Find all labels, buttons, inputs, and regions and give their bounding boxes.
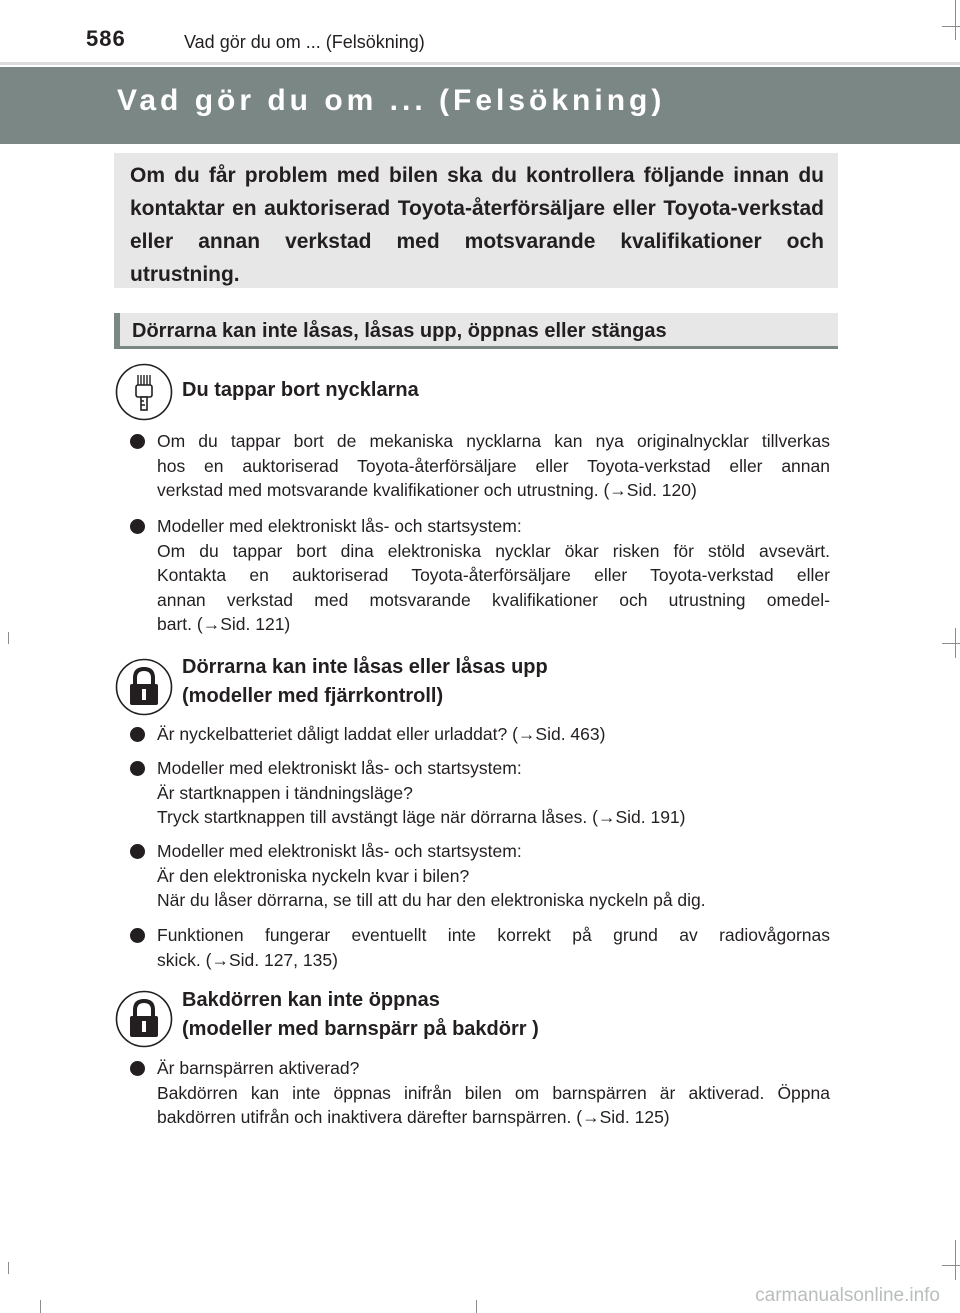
page-title: Vad gör du om ... (Felsökning) [117,84,666,117]
bullet-text [157,722,830,747]
topic-title [182,653,548,711]
bullet-text [157,1056,830,1130]
bullet-dot [130,761,145,776]
bullet-line: bart. (→Sid. 121) [157,614,291,634]
bullet-line: Är nyckelbatteriet dåligt laddat eller urladdat? (→Sid. 463) [157,724,606,744]
topic-title [182,986,539,1044]
intro-box [114,153,838,288]
padlock-icon [115,658,173,716]
bullet-text [157,429,830,503]
footer-watermark: carmanualsonline.info [755,1285,940,1306]
bullet-line: hos en auktoriserad Toyota-återförsäljare eller Toyota-verkstad eller annan [157,455,830,476]
crop-mark [942,1265,960,1266]
crop-mark [8,632,9,644]
bullet-line: Om du tappar bort de mekaniska nycklarna kan nya originalnycklar tillverkas [157,431,830,451]
topic-title [182,376,419,405]
crop-mark [955,1240,956,1280]
crop-mark [942,26,960,27]
bullet-line: Modeller med elektroniskt lås- och startsystem: [157,758,522,778]
bullet-line: Tryck startknappen till avstängt läge när dörrarna låses. (→Sid. 191) [157,807,686,827]
bullet-line: Är startknappen i tändningsläge? [157,782,413,803]
crop-mark [476,1300,477,1313]
crop-mark [942,643,960,644]
bullet-dot [130,928,145,943]
section-heading-text: Dörrarna kan inte låsas, låsas upp, öppnas eller stängas [132,320,667,342]
running-head: Vad gör du om ... (Felsökning) [184,32,425,52]
bullet-line: Kontakta en auktoriserad Toyota-återförsäljare eller Toyota-verkstad eller [157,565,830,585]
bullet-dot [130,434,145,449]
header-rule [0,62,960,65]
header-strip [0,0,960,62]
bullet-text [157,839,830,913]
intro-text: Om du får problem med bilen ska du kontrollera följande innan du kontaktar en auktoriserad Toyota-återförsäljare eller Toyota-verkstad eller annan verkstad med motsvarande kvalifikationer och utrustning. [130,164,824,286]
bullet-line: Modeller med elektroniskt lås- och startsystem: [157,841,522,861]
crop-mark [955,0,956,40]
section-heading [114,313,838,349]
bullet-dot [130,844,145,859]
bullet-line: verkstad med motsvarande kvalifikationer och utrustning. (→Sid. 120) [157,480,697,500]
bullet-text [157,756,830,830]
topic-title-line: Du tappar bort nycklarna [182,379,419,401]
crop-mark [8,1262,9,1274]
bullet-dot [130,519,145,534]
bullet-line: skick. (→Sid. 127, 135) [157,949,338,970]
bullet-dot [130,1061,145,1076]
bullet-line: Bakdörren kan inte öppnas inifrån bilen om barnspärren är aktiverad. Öppna [157,1082,830,1103]
topic-title-line: Bakdörren kan inte öppnas [182,989,440,1011]
bullet-line: Är barnspärren aktiverad? [157,1058,360,1078]
topic-title-line: Dörrarna kan inte låsas eller låsas upp [182,656,548,678]
bullet-text [157,923,830,972]
page-number: 586 [86,26,126,51]
bullet-line: Är den elektroniska nyckeln kvar i bilen? [157,865,470,886]
bullet-line: Modeller med elektroniskt lås- och startsystem: [157,516,522,536]
bullet-text [157,514,830,637]
bullet-line: Funktionen fungerar eventuellt inte korrekt på grund av radiovågornas [157,925,830,945]
topic-title-line: (modeller med fjärrkontroll) [182,685,444,707]
bullet-line: bakdörren utifrån och inaktivera därefter barnspärren. (→Sid. 125) [157,1107,670,1127]
bullet-dot [130,727,145,742]
topic-title-line: (modeller med barnspärr på bakdörr ) [182,1018,539,1040]
bullet-line: När du låser dörrarna, se till att du har den elektroniska nyckeln på dig. [157,890,706,910]
padlock-icon [115,990,173,1048]
key-icon [115,363,173,421]
bullet-line: Om du tappar bort dina elektroniska nycklar ökar risken för stöld avsevärt. [157,540,830,561]
crop-mark [40,1300,41,1313]
bullet-line: annan verkstad med motsvarande kvalifikationer och utrustning omedel- [157,589,830,610]
